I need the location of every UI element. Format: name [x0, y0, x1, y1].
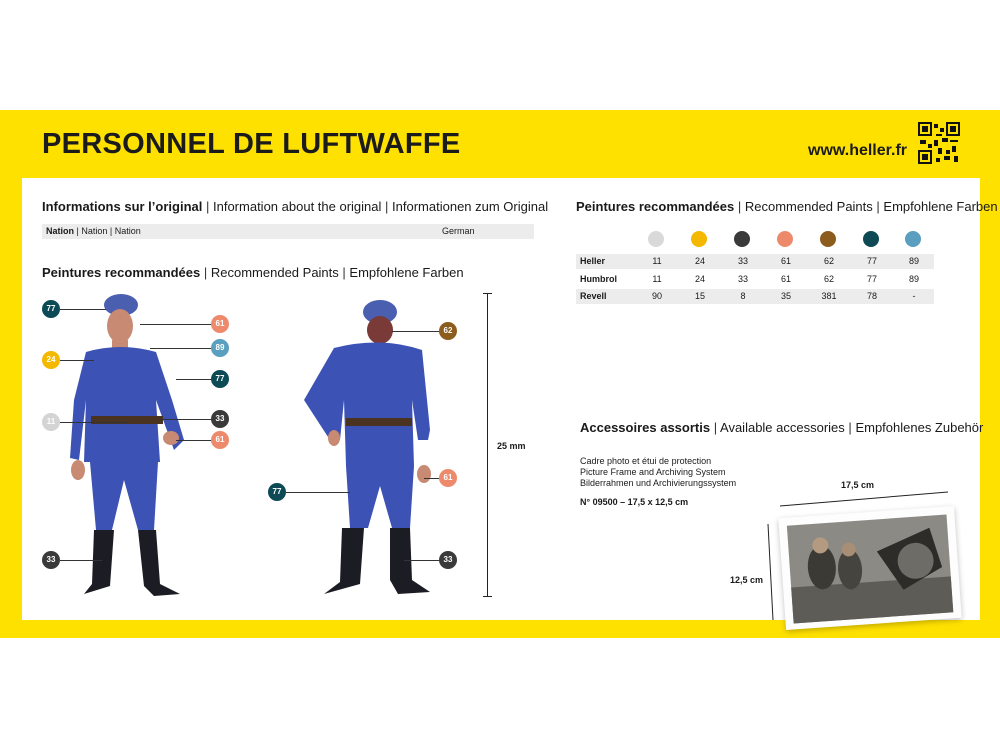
- paint-callout: 33: [42, 551, 60, 569]
- figure-front-image: [64, 290, 214, 598]
- paint-swatch: [777, 231, 793, 247]
- callout-line: [140, 324, 212, 325]
- page-title: PERSONNEL DE LUFTWAFFE: [42, 128, 461, 160]
- callout-line: [424, 478, 440, 479]
- dimension-line-width: [776, 488, 952, 508]
- accessory-desc-en: Picture Frame and Archiving System: [580, 467, 726, 477]
- info-heading: Informations sur l’original | Information about the original | Informationen zum Original: [42, 199, 549, 214]
- paint-callout: 61: [211, 431, 229, 449]
- paint-swatch: [905, 231, 921, 247]
- paint-callout: 62: [439, 322, 457, 340]
- dimension-line-height: [764, 522, 776, 622]
- photo-frame-image: [778, 506, 961, 630]
- paint-callout: 61: [211, 315, 229, 333]
- paint-callout: 89: [211, 339, 229, 357]
- paint-callout: 61: [439, 469, 457, 487]
- callout-line: [160, 419, 212, 420]
- paint-callout: 24: [42, 351, 60, 369]
- dimension-width-label: 17,5 cm: [841, 480, 875, 490]
- paint-callout: 77: [211, 370, 229, 388]
- paint-swatch: [820, 231, 836, 247]
- callout-line: [60, 360, 94, 361]
- paint-swatch: [648, 231, 664, 247]
- table-row: Revell 90 15 8 35 381 78 -: [576, 289, 934, 304]
- callout-line: [150, 348, 212, 349]
- callout-line: [176, 440, 212, 441]
- callout-line: [404, 560, 440, 561]
- paint-callout: 77: [268, 483, 286, 501]
- scale-bar-cap-top: [483, 293, 492, 294]
- accessory-desc-de: Bilderrahmen und Archivierungssystem: [580, 478, 737, 488]
- dimension-height-label: 12,5 cm: [730, 575, 764, 585]
- paints-heading-right: Peintures recommandées | Recommended Paints | Empfohlene Farben: [576, 199, 998, 214]
- paint-swatch: [691, 231, 707, 247]
- callout-line: [60, 422, 130, 423]
- paint-callout: 11: [42, 413, 60, 431]
- accessory-ref: N° 09500 – 17,5 x 12,5 cm: [580, 497, 689, 507]
- paint-swatch: [863, 231, 879, 247]
- accessory-desc-fr: Cadre photo et étui de protection: [580, 456, 712, 466]
- table-row: Humbrol 11 24 33 61 62 77 89: [580, 274, 919, 284]
- qr-code-icon: [918, 122, 960, 164]
- accessories-heading: Accessoires assortis | Available accessories | Empfohlenes Zubehör: [580, 420, 984, 435]
- scale-bar-cap-bottom: [483, 596, 492, 597]
- nation-row: Nation | Nation | Nation German: [42, 224, 534, 239]
- paint-callout: 33: [439, 551, 457, 569]
- callout-line: [60, 309, 106, 310]
- paint-callout: 33: [211, 410, 229, 428]
- scale-bar: [487, 293, 488, 597]
- callout-line: [60, 560, 102, 561]
- paint-swatch: [734, 231, 750, 247]
- callout-line: [392, 331, 440, 332]
- figure-back-image: [294, 290, 444, 598]
- paint-callout: 77: [42, 300, 60, 318]
- scale-label: 25 mm: [497, 441, 526, 451]
- website-link[interactable]: www.heller.fr: [808, 142, 907, 159]
- paints-heading-left: Peintures recommandées | Recommended Paints | Empfohlene Farben: [42, 265, 464, 280]
- callout-line: [176, 379, 212, 380]
- nation-value: German: [442, 226, 475, 236]
- table-row: Heller 11 24 33 61 62 77 89: [576, 254, 934, 269]
- callout-line: [286, 492, 350, 493]
